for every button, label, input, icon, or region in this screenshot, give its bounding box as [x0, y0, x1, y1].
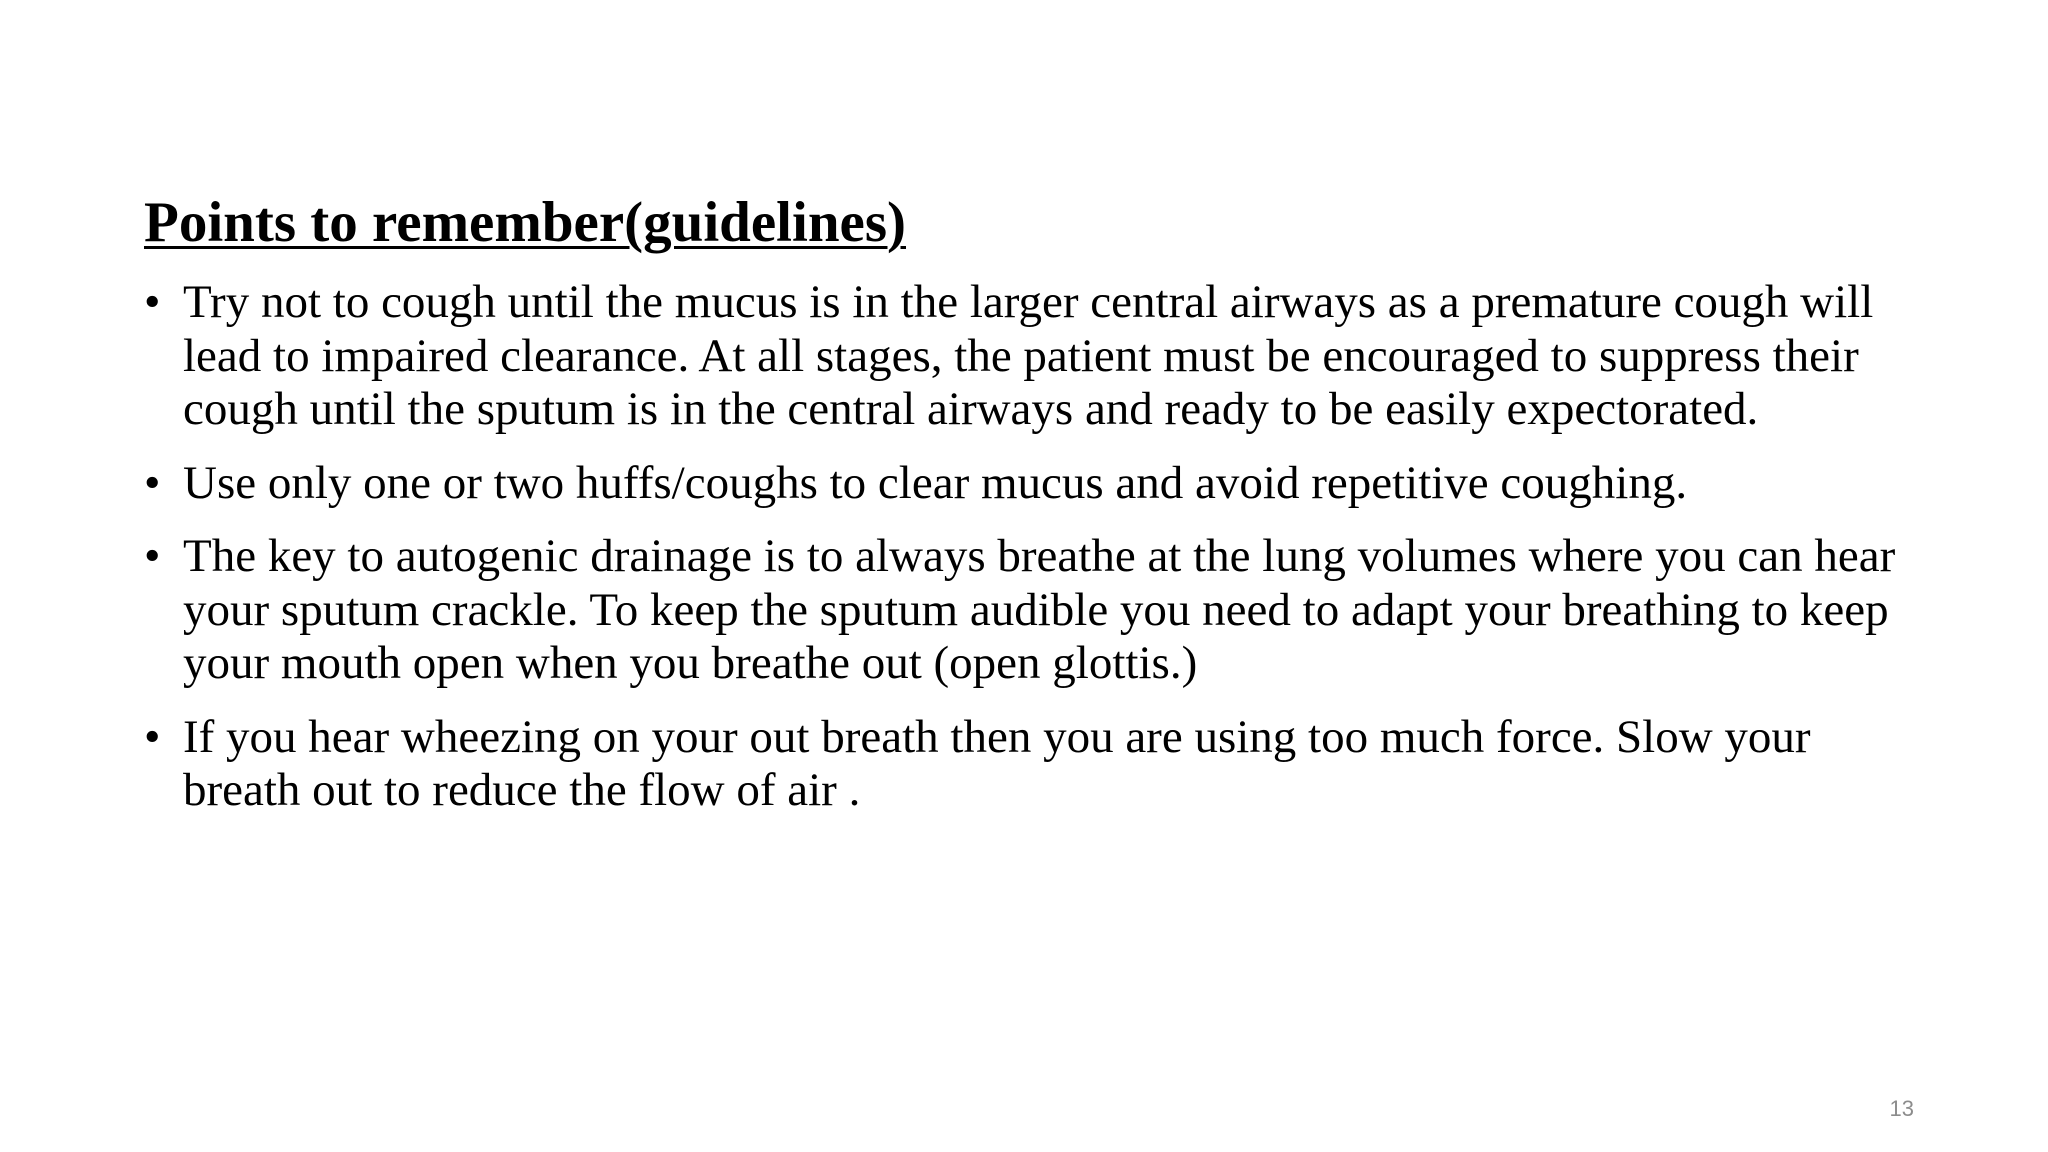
- slide-title: Points to remember(guidelines): [144, 191, 906, 254]
- page-number: 13: [1889, 1096, 1914, 1121]
- bullet-item: [144, 711, 1924, 818]
- bullet-item: [144, 276, 1924, 437]
- bullet-icon: •: [144, 710, 161, 763]
- bullet-item: [144, 530, 1924, 691]
- bullet-icon: •: [144, 456, 161, 509]
- bullet-icon: •: [144, 530, 161, 582]
- bullet-item: [144, 457, 1924, 511]
- bullet-text: If you hear wheezing on your out breath then you are using too much force. Slow your breath out to reduce the flow of air .: [183, 710, 1811, 816]
- bullet-list: [144, 276, 1924, 838]
- bullet-icon: •: [144, 276, 161, 328]
- bullet-text: Try not to cough until the mucus is in the larger central airways as a premature cough will lead to impaired clearance. At all stages, the patient must be encouraged to suppress their cough until the sputum is in the central airways and ready to be easily expectorated.: [183, 276, 1874, 435]
- bullet-text: Use only one or two huffs/coughs to clear mucus and avoid repetitive coughing.: [183, 456, 1688, 509]
- bullet-text: The key to autogenic drainage is to always breathe at the lung volumes where you can hear your sputum crackle. To keep the sputum audible you need to adapt your breathing to keep your mouth open when you breathe out (open glottis.): [183, 530, 1896, 689]
